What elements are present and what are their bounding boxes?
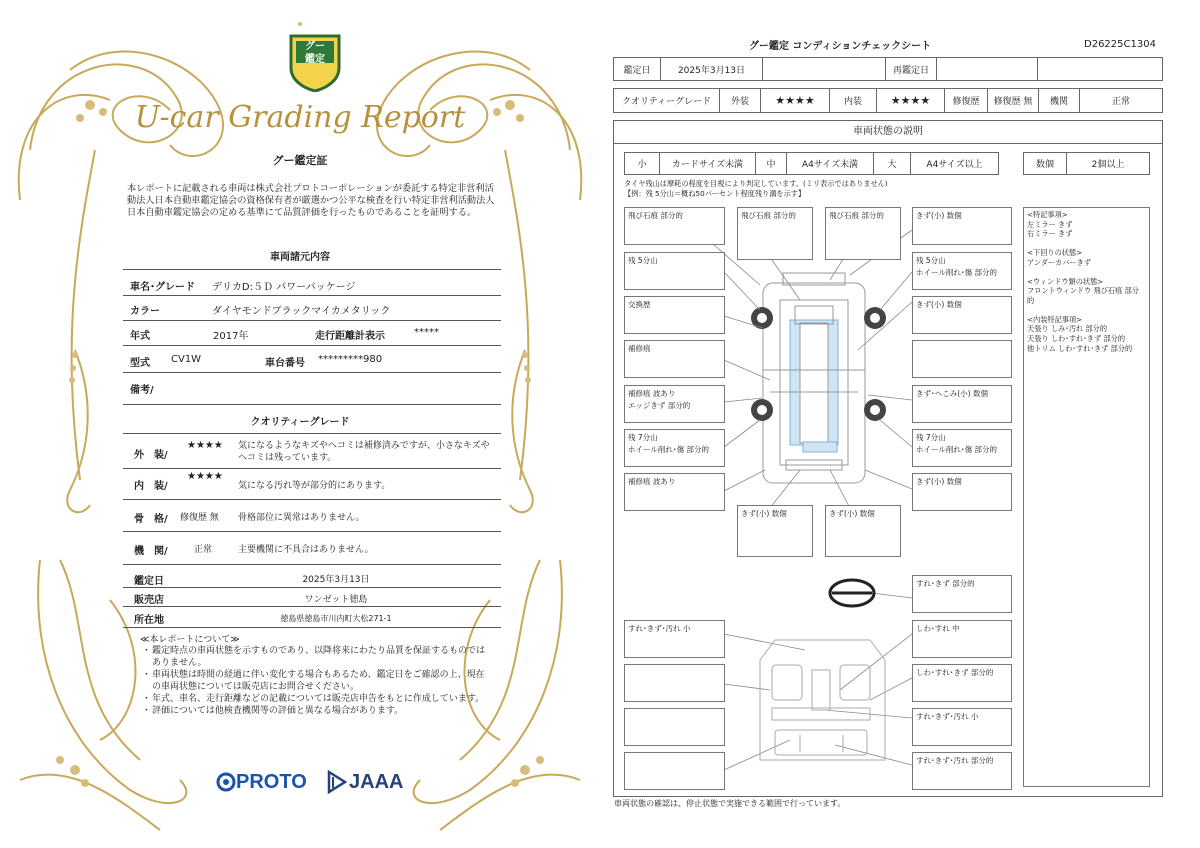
badge-text: グー 鑑定 [305,41,325,65]
box-front-center-right: 飛び石痕 部分的 [825,207,901,260]
date-label: 鑑定日 [134,576,164,587]
date-value: 2025年3月13日 [660,57,763,81]
date-label: 鑑定日 [613,57,661,81]
interior-label: 内 装/ [134,481,168,492]
date-value: 2025年3月13日 [302,575,370,585]
quality-label: クオリティーグレード [613,88,720,113]
notes-list [142,645,486,717]
exterior-stars: ★★★★ [187,440,223,451]
address-value: 徳島県徳島市川内町大松271-1 [280,614,392,623]
notes-heading: ≪本レポートについて≫ [140,635,240,645]
engine-value: 正常 [194,545,213,555]
box-tire-rear-right: 残 7分山 ホイール削れ･傷 部分的 [912,429,1012,467]
car-name-label: 車名･グレード [130,282,195,293]
note-item: ・ 鑑定時点の車両状態を示すものであり、以降将来にわたり品質を保証するものではありません。 [142,646,486,668]
engine-label: 機関 [1038,88,1080,113]
box-front-right: きず(小) 数個 [912,207,1012,245]
certificate-title: グー鑑定証 [272,154,328,167]
sheet-footer: 車両状態の確認は、停止状態で実施できる範囲で行っています。 [614,799,846,808]
color-value: ダイヤモンドブラックマイカメタリック [212,306,391,317]
size-large-desc: A4サイズ以上 [910,152,999,175]
report-title: U-car Grading Report [134,100,466,135]
box-interior-left-seat [624,664,725,702]
note-item: ・ 車両状態は時間の経過に伴い変化する場合もあるため、鑑定日をご確認の上、現在の車両状態については販売店にお問合せください。 [142,670,485,692]
int-stars: ★★★★ [876,88,945,113]
box-left-rear-door: 補修痕 波あり エッジきず 部分的 [624,385,725,423]
box-tire-front-right: 残 5分山 ホイール削れ･傷 部分的 [912,252,1012,290]
size-mid-desc: A4サイズ未満 [786,152,874,175]
box-interior-right-mid: すれ･きず･汚れ 小 [912,708,1012,746]
model-value: CV1W [171,354,202,365]
box-left-mid: 補修痕 [624,340,725,378]
count-desc: 2個以上 [1066,152,1150,175]
box-interior-left-mid [624,708,725,746]
year-label: 年式 [130,331,150,342]
frame-label: 骨 格/ [134,514,168,525]
box-interior-left-rear [624,752,725,790]
box-steering: すれ･きず 部分的 [912,575,1012,613]
proto-logo-text: PROTO [236,771,307,793]
exterior-text: 気になるようなキズやヘコミは補修済みですが、小さなキズやヘコミは残っています。 [238,441,490,463]
box-right-rear-door: きず･ヘこみ(小) 数個 [912,385,1012,423]
box-rear-left: 補修痕 波あり [624,473,725,511]
special-notes: <特記事項> 左ミラー きず 右ミラー きず <下回りの状態> アンダーカバーきず <ウィンドウ類の状態> フロントウィンドウ 飛び石痕 部分的 <内装特記事項> 天張り しみ･汚れ 部分的 天張り しわ･すれ･きず 部分的 他トリム しわ･すれ･きず 部分的 [1023,207,1150,787]
shop-label: 販売店 [134,595,164,606]
state-heading: 車両状態の説明 [613,120,1163,144]
box-left-front-door: 交換歴 [624,296,725,334]
tire-note-1: タイヤ残山は摩耗の程度を目視により判定しています。(ミリ表示ではありません) [624,179,888,188]
jaaa-logo-text: JAAA [349,771,404,793]
size-large: 大 [873,152,911,175]
chassis-label: 車台番号 [265,358,305,369]
box-tire-rear-left: 残 7分山 ホイール削れ･傷 部分的 [624,429,725,467]
chassis-value: *********980 [318,354,383,365]
condition-check-sheet [600,0,1200,848]
engine-text: 主要機関に不具合はありません。 [238,545,374,555]
box-rear-center-right: きず(小) 数個 [825,505,901,557]
mileage-value: ***** [414,327,439,338]
box-right-mid [912,340,1012,378]
repair-label: 修復歴 [944,88,988,113]
note-item: ・ 年式、車名、走行距離などの記載については販売店申告をもとに作成しています。 [142,694,485,704]
redate-label: 再鑑定日 [885,57,937,81]
interior-stars: ★★★★ [187,471,223,482]
color-label: カラー [130,306,160,317]
spec-heading: 車両諸元内容 [270,252,330,263]
car-name-value: デリカD:５Ｄ パワーパッケージ [212,282,356,293]
quality-heading: クオリティーグレード [250,417,350,428]
frame-text: 骨格部位に異常はありません。 [238,513,365,523]
size-small-desc: カードサイズ未満 [659,152,756,175]
model-label: 型式 [130,358,150,369]
box-interior-front-right: しわ･すれ 中 [912,620,1012,658]
count-label: 数個 [1023,152,1067,175]
box-interior-right-seat: しわ･すれ･きず 部分的 [912,664,1012,702]
steering-wheel-icon [830,580,874,606]
box-interior-front-left: すれ･きず･汚れ 小 [624,620,725,658]
proto-logo-icon [216,770,236,794]
box-front-center-left: 飛び石痕 部分的 [737,207,813,260]
repair-value: 修復歴 無 [987,88,1039,113]
certificate-intro: 本レポートに記載される車両は株式会社プロトコーポレーションが委託する特定非営利活動法人日本自動車鑑定協会の資格保有者が厳選かつ公平な検査を行い特定非営利活動法人日本自動車鑑定協会の定める基準にて品質評価を行ったものであることを証明する。 [127,183,495,218]
jaaa-logo-icon [327,770,347,794]
frame-value: 修復歴 無 [180,513,219,523]
tire-note-2: 【例：残 5分山＝概ね50パーセント程度残り溝を示す】 [624,189,806,198]
year-value: 2017年 [213,331,249,342]
box-rear-right: きず(小) 数個 [912,473,1012,511]
box-tire-front-left: 残 5分山 [624,252,725,290]
box-front-left: 飛び石痕 部分的 [624,207,725,245]
exterior-label: 外 装/ [134,450,168,461]
mileage-label: 走行距離計表示 [315,331,385,342]
doc-id: D26225C1304 [1084,39,1156,50]
size-small: 小 [624,152,660,175]
ext-stars: ★★★★ [760,88,830,113]
engine-value: 正常 [1079,88,1163,113]
interior-text: 気になる汚れ等が部分的にあります。 [238,481,391,491]
note-item: ・ 評価については他検査機関等の評価と異なる場合があります。 [142,706,404,716]
address-label: 所在地 [134,615,164,626]
ext-label: 外装 [719,88,761,113]
size-mid: 中 [755,152,787,175]
box-rear-center-left: きず(小) 数個 [737,505,813,557]
box-interior-right-rear: すれ･きず･汚れ 部分的 [912,752,1012,790]
engine-label: 機 関/ [134,546,168,557]
int-label: 内装 [829,88,877,113]
remarks-label: 備考/ [130,385,154,396]
shop-value: ワンゼット徳島 [304,595,368,605]
box-right-front-door: きず(小) 数個 [912,296,1012,334]
sheet-title: グー鑑定 コンディションチェックシート [748,41,932,52]
